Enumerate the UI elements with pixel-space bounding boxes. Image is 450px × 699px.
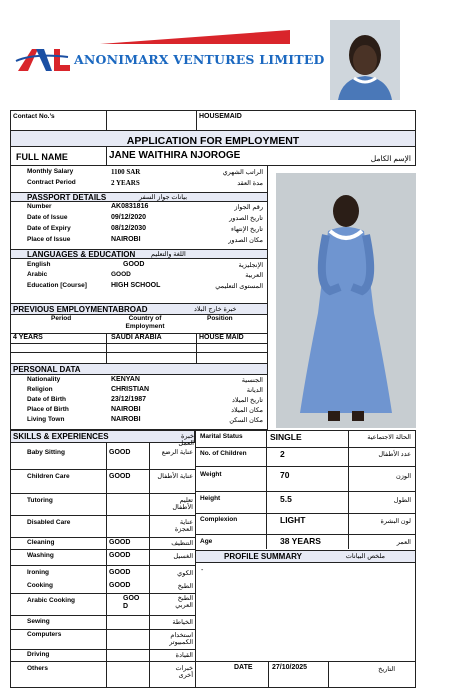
salary-arabic: الراتب الشهري bbox=[222, 169, 263, 176]
personal-header: PERSONAL DATA bbox=[10, 363, 268, 375]
passport-header: PASSPORT DETAILS بيانات جواز السفر bbox=[10, 192, 268, 202]
previous-row: 4 YEARS SAUDI ARABIA HOUSE MAID bbox=[11, 333, 267, 367]
profile-header: PROFILE SUMMARY ملخص البيانات bbox=[196, 550, 415, 563]
salary-value: 1100 SAR bbox=[111, 168, 141, 176]
contract-arabic: مدة العقد bbox=[237, 180, 263, 187]
skills-header: SKILLS & EXPERIENCES خبرة العمل bbox=[13, 432, 194, 447]
full-name-value: JANE WAITHIRA NJOROGE bbox=[109, 150, 241, 161]
full-name-arabic: الإسم الكامل bbox=[370, 154, 411, 163]
full-name-label: FULL NAME bbox=[16, 152, 68, 162]
languages-header: LANGUAGES & EDUCATION اللغة والتعليم bbox=[10, 249, 268, 259]
date-row: DATE 27/10/2025 التاريخ bbox=[196, 661, 415, 687]
header-swoosh bbox=[100, 30, 290, 46]
company-name: ANONIMARX VENTURES LIMITED bbox=[74, 52, 325, 67]
skills-table bbox=[10, 430, 416, 688]
left-table bbox=[10, 165, 268, 430]
previous-columns: Period Country of Employment Position bbox=[51, 315, 233, 330]
salary-label: Monthly Salary bbox=[27, 168, 74, 175]
position-applied: HOUSEMAID bbox=[199, 113, 242, 120]
salary-block bbox=[11, 167, 267, 189]
head-photo bbox=[330, 20, 400, 100]
full-body-photo bbox=[276, 173, 416, 428]
personal-rows: Nationality KENYAN الجنسية Religion CHRISTIAN الديانة Date of Birth 23/12/1987 تاريخ الميلاد Place of Birth NAIROBI مكان الميلاد Living Town NAIROBI مكان السكن bbox=[27, 376, 263, 424]
skills-rows: Baby Sitting GOOD عناية الرضع Children Care GOOD عناية الأطفال Tutoring تعليم الأطفال Disabled Care عناية العجزة Cleaning GOOD التنظيف Washing GOOD الغسيل Ironing GOOD الكوي Cooking GOOD الطبخ Arabic Cooking GOOD الطبخ العربي Sewing الخياطة Computers استخدام الكمبيوتر Driving القيادة Others خبرات أخرى bbox=[11, 445, 195, 687]
profile-summary-text: - bbox=[201, 567, 204, 574]
passport-rows: Number AK0831816 رقم الجواز Date of Issue 09/12/2020 تاريخ الصدور Date of Expiry 08/12/2030 تاريخ الإنتهاء Place of Issue NAIROBI مكان الصدور bbox=[27, 203, 263, 244]
status-table: Marital Status SINGLE الحالة الاجتماعية No. of Children 2 عدد الأطفال Weight 70 الوزن Height 5.5 الطول Complexion LIGHT لون البشرة Age 38 YEARS العمر bbox=[196, 431, 415, 551]
previous-header: PREVIOUS EMPLOYMENTABROAD خبرة خارج البلاد bbox=[10, 303, 268, 315]
contract-label: Contract Period bbox=[27, 179, 76, 186]
full-name-row bbox=[10, 146, 416, 166]
contact-label: Contact No.’s bbox=[13, 113, 55, 120]
form-title: APPLICATION FOR EMPLOYMENT bbox=[10, 130, 416, 147]
contact-row bbox=[10, 110, 416, 131]
company-logo bbox=[14, 45, 70, 73]
languages-rows: English GOOD الإنجليزية Arabic GOOD العربية Education [Course] HIGH SCHOOL المستوى التعليمي bbox=[27, 261, 263, 290]
contract-value: 2 YEARS bbox=[111, 179, 140, 187]
